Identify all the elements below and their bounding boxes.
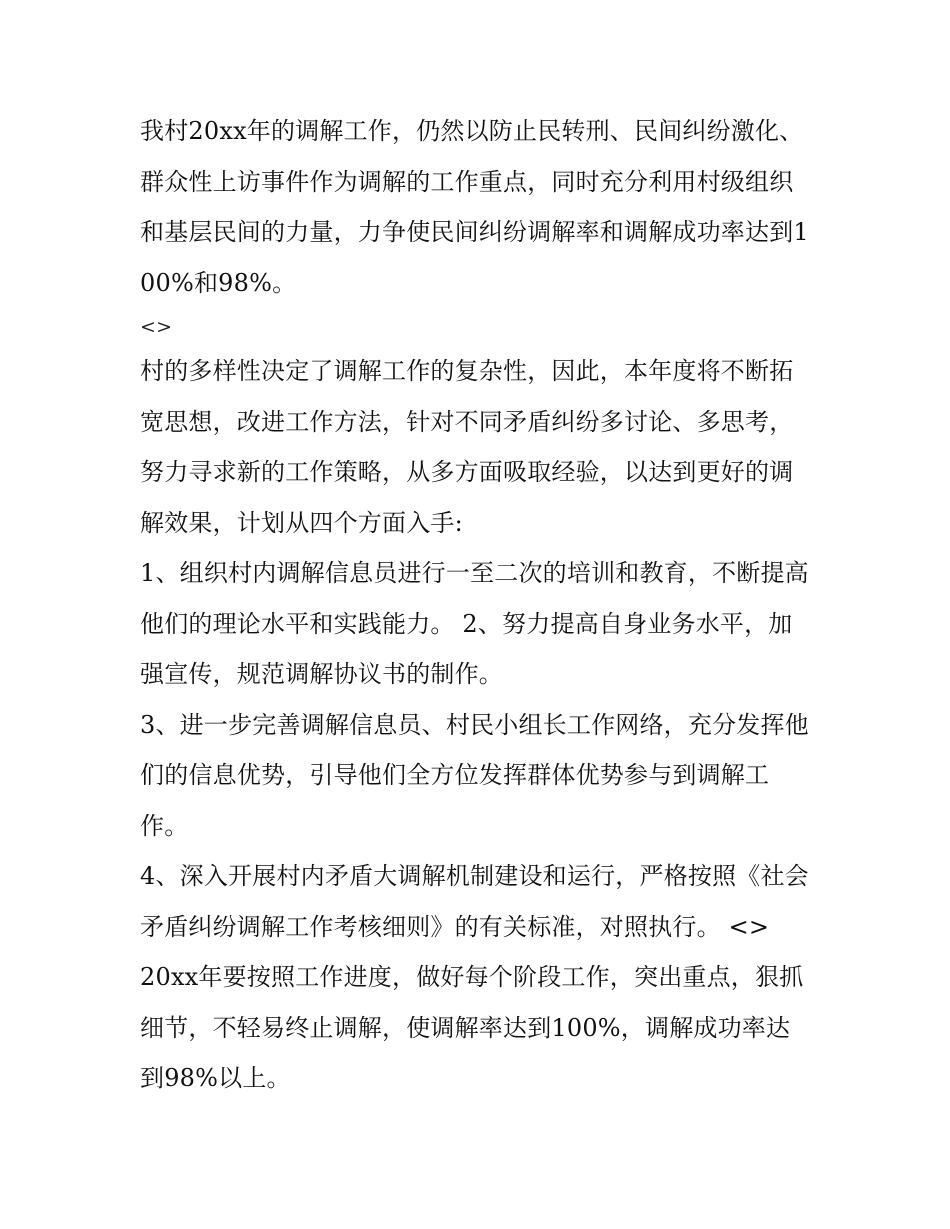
paragraph-item-1-2: 1、组织村内调解信息员进行一至二次的培训和教育，不断提高他们的理论水平和实践能力。 2、努力提高自身业务水平，加强宣传，规范调解协议书的制作。 <box>140 559 809 688</box>
paragraph-item-3: 3、进一步完善调解信息员、村民小组长工作网络，充分发挥他们的信息优势，引导他们全方位发挥群体优势参与到调解工作。 <box>140 710 809 840</box>
paragraph-intro: 我村20xx年的调解工作，仍然以防止民转刑、民间纠纷激化、群众性上访事件作为调解的工作重点，同时充分利用村级组织和基层民间的力量，力争使民间纠纷调解率和调解成功率达到100%和98%。 <box>140 117 809 297</box>
paragraph-goal: 20xx年要按照工作进度，做好每个阶段工作，突出重点，狠抓细节，不轻易终止调解，使调解率达到100%，调解成功率达到98%以上。 <box>140 963 804 1092</box>
paragraph-plan: 村的多样性决定了调解工作的复杂性，因此，本年度将不断拓宽思想，改进工作方法，针对不同矛盾纠纷多讨论、多思考，努力寻求新的工作策略，从多方面吸取经验，以达到更好的调解效果，计划从四个方面入手: <box>140 357 794 537</box>
paragraph-item-4: 4、深入开展村内矛盾大调解机制建设和运行，严格按照《社会矛盾纠纷调解工作考核细则》的有关标准，对照执行。 <> <box>140 862 809 941</box>
document-body <box>140 106 812 1104</box>
separator-marker: <> <box>140 316 173 338</box>
